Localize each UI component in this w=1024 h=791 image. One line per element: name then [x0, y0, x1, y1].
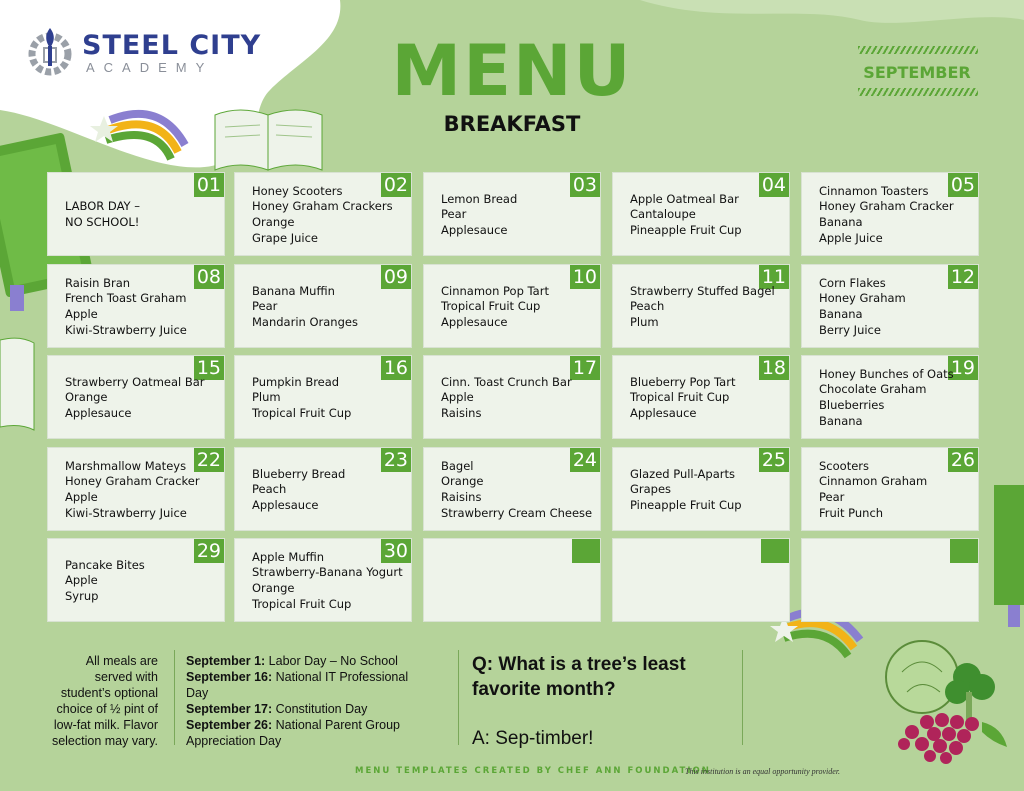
calendar-day-cell	[234, 172, 412, 256]
template-credit: MENU TEMPLATES CREATED BY CHEF ANN FOUNDATION	[355, 766, 711, 776]
book-decoration-right	[990, 480, 1024, 650]
day-number: 12	[948, 265, 978, 289]
month-hatch-bottom	[858, 88, 978, 96]
menu-item: Scooters	[819, 458, 869, 473]
calendar-day-cell	[612, 447, 790, 531]
menu-item: Blueberry Pop Tart	[630, 374, 736, 389]
day-number	[761, 539, 789, 563]
holiday-text: Constitution Day	[272, 702, 368, 716]
calendar-day-cell	[801, 264, 979, 348]
calendar-day-cell	[47, 264, 225, 348]
calendar-day-cell	[47, 538, 225, 622]
menu-item: Bagel	[441, 458, 474, 473]
day-number: 08	[194, 265, 224, 289]
menu-items	[65, 276, 187, 338]
menu-items	[441, 459, 592, 521]
holiday-list	[186, 653, 426, 749]
menu-item: Apple	[65, 573, 98, 588]
day-number: 29	[194, 539, 224, 563]
equal-opportunity-statement: This institution is an equal opportunity provider.	[685, 767, 841, 776]
milk-note-line: low-fat milk. Flavor	[53, 718, 158, 732]
milk-note	[30, 653, 158, 749]
menu-items	[65, 459, 200, 521]
holiday-text: National Parent Group Appreciation Day	[186, 718, 401, 748]
menu-item: Tropical Fruit Cup	[252, 405, 352, 420]
menu-items	[441, 192, 517, 239]
menu-item: Blueberry Bread	[252, 466, 346, 481]
page-title: MENU	[391, 30, 633, 112]
menu-item: Orange	[252, 580, 295, 595]
holiday-text: Labor Day – No School	[265, 654, 398, 668]
menu-item: Banana	[819, 306, 863, 321]
menu-item: Grapes	[630, 482, 672, 497]
day-number: 03	[570, 173, 600, 197]
calendar-day-cell	[234, 264, 412, 348]
menu-item: Apple Juice	[819, 230, 883, 245]
menu-item: Applesauce	[441, 222, 508, 237]
calendar-day-cell	[612, 264, 790, 348]
menu-item: Apple	[65, 306, 98, 321]
menu-item: Corn Flakes	[819, 275, 886, 290]
calendar-day-cell	[612, 355, 790, 439]
day-number: 25	[759, 448, 789, 472]
menu-item: Apple Oatmeal Bar	[630, 191, 739, 206]
menu-item: Banana	[819, 413, 863, 428]
menu-item: Cinn. Toast Crunch Bar	[441, 374, 572, 389]
riddle-answer: A: Sep-timber!	[472, 728, 594, 749]
menu-item: NO SCHOOL!	[65, 214, 140, 229]
menu-item: Apple	[65, 489, 98, 504]
day-number: 05	[948, 173, 978, 197]
milk-note-line: choice of ½ pint of	[56, 702, 158, 716]
day-number	[950, 539, 978, 563]
menu-item: Cantaloupe	[630, 207, 696, 222]
menu-item: Grape Juice	[252, 230, 318, 245]
menu-item: Strawberry-Banana Yogurt	[252, 565, 403, 580]
holiday-date: September 16:	[186, 670, 273, 684]
menu-item: Applesauce	[252, 497, 319, 512]
holiday-item	[186, 701, 426, 717]
day-number: 10	[570, 265, 600, 289]
menu-item: Peach	[252, 482, 287, 497]
calendar-day-cell	[801, 538, 979, 622]
menu-item: Peach	[630, 299, 665, 314]
menu-items	[630, 375, 735, 422]
menu-item: Kiwi-Strawberry Juice	[65, 505, 187, 520]
day-number: 23	[381, 448, 411, 472]
menu-items	[252, 375, 351, 422]
calendar-day-cell	[234, 355, 412, 439]
milk-note-line: All meals are	[85, 654, 158, 668]
calendar-day-cell	[612, 538, 790, 622]
menu-item: Raisins	[441, 489, 482, 504]
milk-note-line: served with	[94, 670, 158, 684]
holiday-date: September 17:	[186, 702, 273, 716]
day-number: 09	[381, 265, 411, 289]
menu-item: Pear	[252, 299, 278, 314]
brand-subtitle: ACADEMY	[86, 60, 214, 75]
meal-subtitle: BREAKFAST	[443, 112, 581, 136]
calendar-day-cell	[423, 264, 601, 348]
month-label: SEPTEMBER	[863, 63, 971, 82]
menu-items	[441, 375, 572, 422]
day-number: 17	[570, 356, 600, 380]
menu-item: Kiwi-Strawberry Juice	[65, 322, 187, 337]
vegetables-illustration	[882, 632, 1022, 767]
book-pages-icon	[0, 335, 40, 435]
menu-item: Cinnamon Toasters	[819, 183, 929, 198]
menu-items	[65, 375, 205, 422]
menu-item: Lemon Bread	[441, 191, 518, 206]
menu-items	[630, 467, 742, 514]
holiday-date: September 1:	[186, 654, 266, 668]
menu-item: Pineapple Fruit Cup	[630, 222, 742, 237]
menu-item: Pumpkin Bread	[252, 374, 340, 389]
day-number: 22	[194, 448, 224, 472]
menu-item: Strawberry Oatmeal Bar	[65, 374, 205, 389]
menu-item: Tropical Fruit Cup	[441, 299, 541, 314]
calendar-day-cell	[47, 172, 225, 256]
day-number: 24	[570, 448, 600, 472]
calendar-day-cell	[423, 355, 601, 439]
menu-item: Banana	[819, 214, 863, 229]
calendar-day-cell	[612, 172, 790, 256]
menu-item: Applesauce	[441, 314, 508, 329]
riddle-question: Q: What is a tree’s least favorite month?	[472, 654, 686, 700]
menu-item: Pear	[441, 207, 467, 222]
menu-items	[65, 558, 145, 605]
menu-item: Syrup	[65, 588, 99, 603]
menu-item: Plum	[252, 390, 281, 405]
menu-item: Berry Juice	[819, 322, 881, 337]
day-number: 30	[381, 539, 411, 563]
menu-item: Honey Scooters	[252, 183, 343, 198]
day-number: 18	[759, 356, 789, 380]
calendar-day-cell	[801, 172, 979, 256]
calendar-day-cell	[234, 447, 412, 531]
menu-items	[252, 184, 393, 246]
menu-item: Strawberry Cream Cheese	[441, 505, 593, 520]
menu-item: Cinnamon Pop Tart	[441, 283, 549, 298]
menu-item: Marshmallow Mateys	[65, 458, 187, 473]
menu-item: Raisins	[441, 405, 482, 420]
month-hatch-top	[858, 46, 978, 54]
menu-item: Apple	[441, 390, 474, 405]
menu-item: Pancake Bites	[65, 557, 145, 572]
menu-item: Honey Graham Cracker	[819, 199, 954, 214]
holiday-item	[186, 717, 426, 749]
menu-items	[630, 284, 775, 331]
calendar-day-cell	[423, 538, 601, 622]
footer-divider	[174, 650, 175, 745]
calendar-day-cell	[423, 447, 601, 531]
holiday-text: National IT Professional Day	[186, 670, 409, 700]
day-number: 19	[948, 356, 978, 380]
menu-item: Pineapple Fruit Cup	[630, 497, 742, 512]
menu-item: Cinnamon Graham	[819, 474, 928, 489]
brand-name: STEEL CITY	[82, 30, 262, 61]
menu-item: Honey Graham Crackers	[252, 199, 393, 214]
day-number: 11	[759, 265, 789, 289]
menu-item: Honey Graham Cracker	[65, 474, 200, 489]
calendar-day-cell	[234, 538, 412, 622]
day-number: 26	[948, 448, 978, 472]
milk-note-line: student’s optional	[60, 686, 158, 700]
calendar-day-cell	[47, 447, 225, 531]
menu-item: Strawberry Stuffed Bagel	[630, 283, 775, 298]
menu-item: Applesauce	[65, 405, 132, 420]
day-number: 04	[759, 173, 789, 197]
menu-item: French Toast Graham	[65, 291, 187, 306]
day-number: 15	[194, 356, 224, 380]
holiday-item	[186, 669, 426, 701]
menu-item: Orange	[65, 390, 108, 405]
holiday-item	[186, 653, 426, 669]
footer-divider	[742, 650, 743, 745]
menu-item: Orange	[252, 214, 295, 229]
menu-items	[819, 184, 954, 246]
menu-item: Tropical Fruit Cup	[252, 596, 352, 611]
menu-item: Plum	[630, 314, 659, 329]
menu-item: LABOR DAY –	[65, 199, 140, 214]
menu-item: Orange	[441, 474, 484, 489]
menu-items	[819, 459, 927, 521]
menu-items	[819, 276, 906, 338]
menu-item: Glazed Pull-Aparts	[630, 466, 735, 481]
menu-item: Applesauce	[630, 405, 697, 420]
menu-items	[819, 367, 954, 429]
menu-item: Honey Graham	[819, 291, 906, 306]
menu-item: Tropical Fruit Cup	[630, 390, 730, 405]
menu-items	[252, 550, 403, 612]
holiday-date: September 26:	[186, 718, 273, 732]
day-number: 16	[381, 356, 411, 380]
calendar-day-cell	[47, 355, 225, 439]
menu-item: Blueberries	[819, 397, 885, 412]
day-number: 02	[381, 173, 411, 197]
milk-note-line: selection may vary.	[51, 734, 158, 748]
calendar-day-cell	[801, 355, 979, 439]
menu-item: Raisin Bran	[65, 275, 131, 290]
menu-items	[630, 192, 742, 239]
menu-item: Apple Muffin	[252, 549, 325, 564]
menu-items	[252, 284, 358, 331]
calendar-day-cell	[801, 447, 979, 531]
menu-items	[252, 467, 345, 514]
menu-item: Pear	[819, 489, 845, 504]
day-number: 01	[194, 173, 224, 197]
day-number	[572, 539, 600, 563]
menu-items	[65, 199, 140, 230]
menu-item: Mandarin Oranges	[252, 314, 358, 329]
menu-item: Chocolate Graham	[819, 382, 927, 397]
menu-item: Banana Muffin	[252, 283, 335, 298]
menu-items	[441, 284, 549, 331]
menu-item: Honey Bunches of Oats	[819, 366, 954, 381]
footer-divider	[458, 650, 459, 745]
menu-item: Fruit Punch	[819, 505, 884, 520]
calendar-day-cell	[423, 172, 601, 256]
